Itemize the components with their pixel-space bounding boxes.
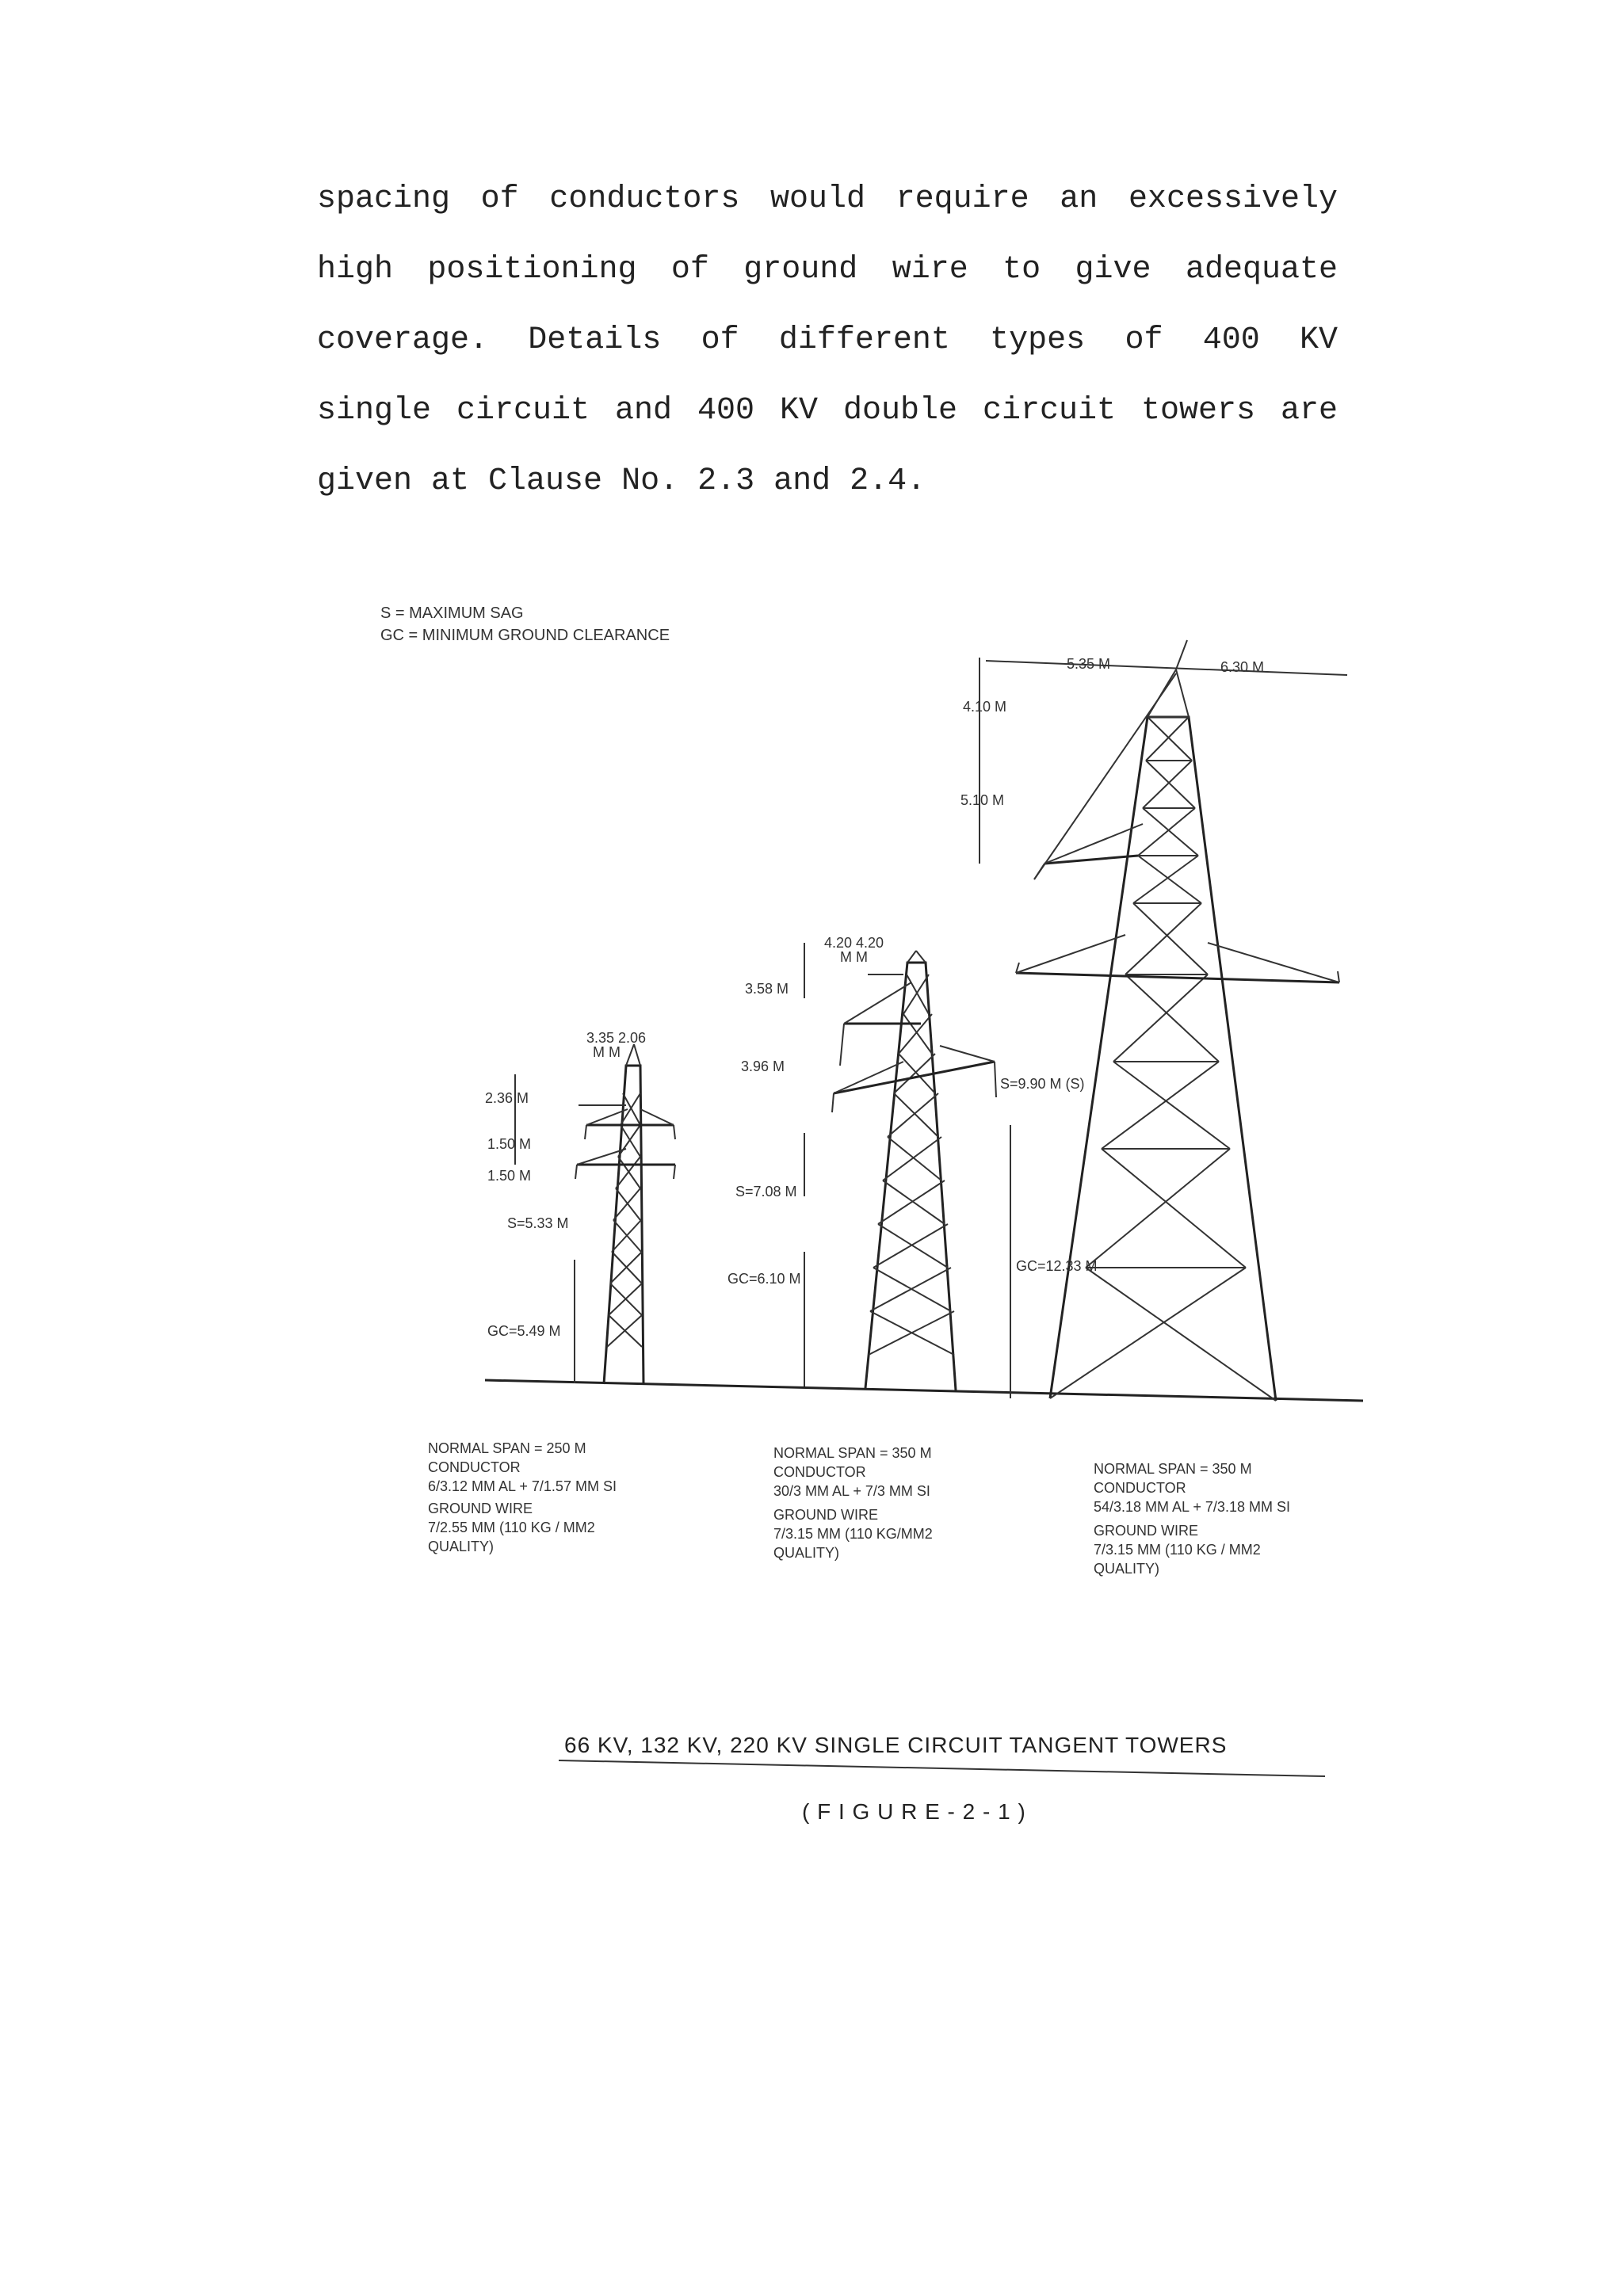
medium-top-dims: 4.20 4.20 (824, 935, 884, 951)
tower-large (986, 640, 1347, 1401)
large-spec-6: QUALITY) (1094, 1561, 1160, 1577)
small-spec-2: CONDUCTOR (428, 1459, 521, 1475)
small-dim2: 1.50 M (487, 1136, 532, 1152)
medium-spec-2: CONDUCTOR (773, 1464, 866, 1480)
large-dim2: 5.10 M (960, 792, 1005, 808)
medium-spec-1: NORMAL SPAN = 350 M (773, 1445, 932, 1461)
figure-number: ( F I G U R E - 2 - 1 ) (802, 1799, 1026, 1824)
small-top-units: M M (593, 1044, 621, 1060)
small-dim1: 2.36 M (485, 1090, 529, 1106)
large-spec-3: 54/3.18 MM AL + 7/3.18 MM SI (1094, 1499, 1290, 1515)
paragraph-line: coverage. Details of different types of 400 KV (317, 322, 1338, 358)
medium-dim1: 3.58 M (745, 981, 789, 997)
tower-medium (832, 951, 996, 1390)
paragraph-line: spacing of conductors would require an excessively (317, 181, 1338, 217)
small-spec-3: 6/3.12 MM AL + 7/1.57 MM SI (428, 1478, 617, 1494)
small-top-dims: 3.35 2.06 (586, 1030, 647, 1046)
large-top-right: 6.30 M (1220, 659, 1265, 675)
small-gc: GC=5.49 M (487, 1323, 561, 1339)
tower-small (575, 1044, 675, 1384)
small-sag: S=5.33 M (507, 1215, 569, 1231)
medium-spec-5: 7/3.15 MM (110 KG/MM2 (773, 1526, 933, 1542)
legend-ground-clearance: GC = MINIMUM GROUND CLEARANCE (380, 627, 670, 644)
legend-sag: S = MAXIMUM SAG (380, 605, 524, 622)
paragraph-line: high positioning of ground wire to give adequate (317, 252, 1338, 288)
medium-top-units: M M (840, 949, 868, 965)
large-sag: S=9.90 M (S) (1000, 1076, 1085, 1092)
large-spec-4: GROUND WIRE (1094, 1523, 1198, 1539)
ground-line (485, 1380, 1363, 1401)
small-spec-4: GROUND WIRE (428, 1501, 533, 1516)
medium-spec-6: QUALITY) (773, 1545, 840, 1561)
small-spec-6: QUALITY) (428, 1539, 495, 1554)
large-spec-2: CONDUCTOR (1094, 1480, 1186, 1496)
large-spec-1: NORMAL SPAN = 350 M (1094, 1461, 1252, 1477)
small-dim3: 1.50 M (487, 1168, 532, 1184)
paragraph-line: given at Clause No. 2.3 and 2.4. (317, 463, 926, 499)
large-spec-5: 7/3.15 MM (110 KG / MM2 (1094, 1542, 1261, 1558)
large-top-left: 5.35 M (1067, 656, 1111, 672)
medium-gc: GC=6.10 M (727, 1271, 801, 1287)
figure-caption: 66 KV, 132 KV, 220 KV SINGLE CIRCUIT TANGENT TOWERS (564, 1733, 1228, 1757)
medium-dim2: 3.96 M (741, 1058, 785, 1074)
large-dim1: 4.10 M (963, 699, 1007, 715)
small-spec-1: NORMAL SPAN = 250 M (428, 1440, 586, 1456)
medium-spec-4: GROUND WIRE (773, 1507, 878, 1523)
large-gc: GC=12.33 M (1016, 1258, 1098, 1274)
medium-sag: S=7.08 M (735, 1184, 797, 1199)
medium-spec-3: 30/3 MM AL + 7/3 MM SI (773, 1483, 930, 1499)
small-spec-5: 7/2.55 MM (110 KG / MM2 (428, 1520, 595, 1535)
paragraph-line: single circuit and 400 KV double circuit towers are (317, 393, 1338, 429)
